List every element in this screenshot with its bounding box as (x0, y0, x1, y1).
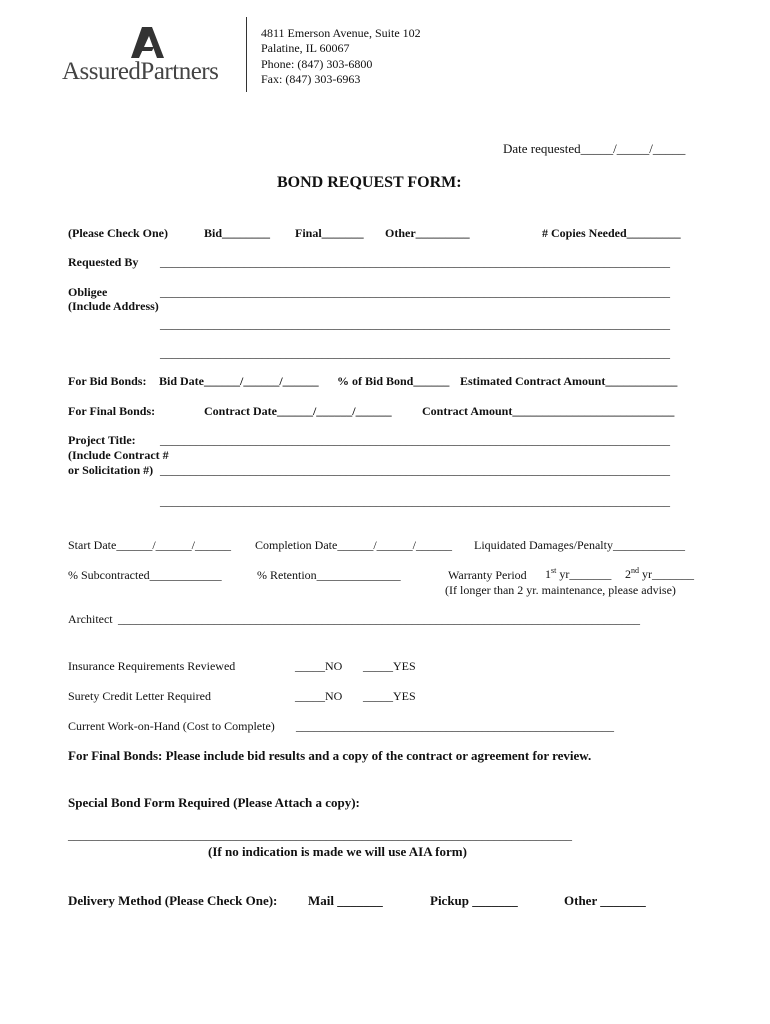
project-title-field-line-1[interactable]: _____________________________________________________________________________________ (160, 433, 670, 447)
address-line-1: 4811 Emerson Avenue, Suite 102 (261, 26, 421, 40)
delivery-method-label: Delivery Method (Please Check One): (68, 893, 278, 908)
surety-yes-option[interactable]: _____YES (363, 689, 416, 703)
form-title: BOND REQUEST FORM: (277, 174, 462, 191)
bid-bond-percent-field[interactable]: % of Bid Bond______ (337, 374, 450, 388)
project-title-sublabel-1: (Include Contract # (68, 448, 169, 462)
aia-form-note: (If no indication is made we will use AIA form) (208, 844, 467, 859)
delivery-other-option[interactable]: Other _______ (564, 893, 646, 908)
requested-by-field[interactable]: _____________________________________________________________________________________ (160, 255, 670, 269)
obligee-field-line-3[interactable]: _____________________________________________________________________________________ (160, 346, 670, 360)
copies-needed-field[interactable]: # Copies Needed_________ (542, 226, 681, 240)
other-checkbox-field[interactable]: Other_________ (385, 226, 470, 240)
work-on-hand-field[interactable]: _____________________________________________________ (296, 719, 614, 733)
completion-date-field[interactable]: Completion Date______/______/______ (255, 538, 452, 552)
estimated-contract-amount-field[interactable]: Estimated Contract Amount____________ (460, 374, 678, 388)
contract-amount-field[interactable]: Contract Amount___________________________ (422, 404, 675, 418)
check-one-label: (Please Check One) (68, 226, 168, 240)
warranty-second-year-field[interactable]: 2nd yr_______ (625, 566, 694, 581)
insurance-yes-option[interactable]: _____YES (363, 659, 416, 673)
final-checkbox-field[interactable]: Final_______ (295, 226, 364, 240)
delivery-pickup-option[interactable]: Pickup _______ (430, 893, 518, 908)
obligee-label: Obligee (68, 285, 108, 299)
architect-label: Architect (68, 612, 113, 626)
logo-wordmark: AssuredPartners (62, 58, 219, 85)
final-bonds-note: For Final Bonds: Please include bid results and a copy of the contract or agreement for review. (68, 748, 592, 763)
logo-mark-icon (128, 27, 166, 59)
contract-date-field[interactable]: Contract Date______/______/______ (204, 404, 392, 418)
special-bond-form-label: Special Bond Form Required (Please Attach a copy): (68, 795, 360, 810)
insurance-no-option[interactable]: _____NO (295, 659, 343, 673)
date-requested-field[interactable]: Date requested_____/_____/_____ (503, 141, 686, 156)
project-title-field-line-2[interactable]: _____________________________________________________________________________________ (160, 463, 670, 477)
surety-no-option[interactable]: _____NO (295, 689, 343, 703)
insurance-reviewed-label: Insurance Requirements Reviewed (68, 659, 236, 673)
project-title-field-line-3[interactable]: _____________________________________________________________________________________ (160, 494, 670, 508)
liquidated-damages-field[interactable]: Liquidated Damages/Penalty____________ (474, 538, 685, 552)
project-title-sublabel-2: or Solicitation #) (68, 463, 154, 477)
subcontracted-field[interactable]: % Subcontracted____________ (68, 568, 222, 582)
fax-number: Fax: (847) 303-6963 (261, 72, 361, 86)
work-on-hand-label: Current Work-on-Hand (Cost to Complete) (68, 719, 275, 733)
phone-number: Phone: (847) 303-6800 (261, 57, 373, 71)
obligee-sublabel: (Include Address) (68, 299, 159, 313)
warranty-note: (If longer than 2 yr. maintenance, please advise) (445, 583, 676, 597)
surety-credit-letter-label: Surety Credit Letter Required (68, 689, 211, 703)
address-line-2: Palatine, IL 60067 (261, 41, 350, 55)
project-title-label: Project Title: (68, 433, 136, 447)
warranty-first-year-field[interactable]: 1st yr_______ (545, 566, 612, 581)
warranty-period-label: Warranty Period (448, 568, 527, 582)
architect-field[interactable]: _______________________________________________________________________________________ (118, 612, 640, 626)
retention-field[interactable]: % Retention______________ (257, 568, 401, 582)
special-bond-form-field[interactable]: ____________________________________________________________________________________ (68, 828, 572, 842)
header-divider (246, 17, 247, 92)
bid-bonds-label: For Bid Bonds: (68, 374, 147, 388)
requested-by-label: Requested By (68, 255, 139, 269)
bid-checkbox-field[interactable]: Bid________ (204, 226, 271, 240)
obligee-field-line-2[interactable]: _____________________________________________________________________________________ (160, 317, 670, 331)
final-bonds-label: For Final Bonds: (68, 404, 156, 418)
delivery-mail-option[interactable]: Mail _______ (308, 893, 383, 908)
bid-date-field[interactable]: Bid Date______/______/______ (159, 374, 319, 388)
obligee-field-line-1[interactable]: _____________________________________________________________________________________ (160, 285, 670, 299)
start-date-field[interactable]: Start Date______/______/______ (68, 538, 231, 552)
